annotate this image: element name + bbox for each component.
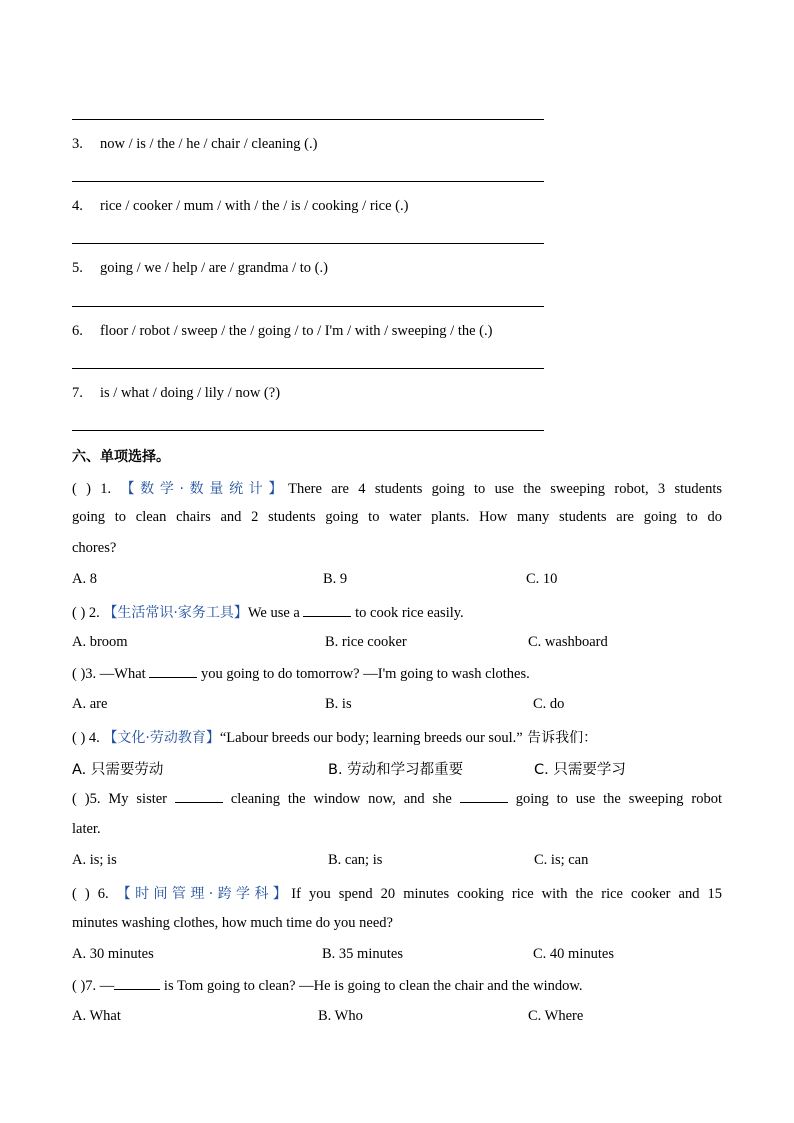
option-c: C. washboard [528,634,608,650]
question-text: going to use the sweeping robot [507,791,722,807]
option-a: A. are [72,696,108,712]
question-prefix: ( ) 1. [72,481,121,497]
item-number: 5. [72,260,83,276]
item-text: now / is / the / he / chair / cleaning (.) [100,136,318,152]
item-number: 3. [72,136,83,152]
question-text: There are 4 students going to use the sweeping robot, 3 students [288,481,722,497]
option-a: A. 只需要劳动 [72,762,164,778]
option-a: A. 30 minutes [72,946,154,962]
item-number: 6. [72,323,83,339]
question-text: We use a [247,605,304,621]
question-text: to cook rice easily. [351,605,464,621]
answer-blank [175,790,223,803]
question-5-line-2: later. [72,821,101,837]
answer-line [72,243,544,244]
question-5-line-1 [72,790,722,808]
section-heading: 六、单项选择。 [72,449,170,465]
subject-tag: 【时间管理·跨学科】 [116,886,292,902]
option-b: B. 35 minutes [322,946,403,962]
question-3 [72,665,722,683]
question-1-line-3: chores? [72,540,117,556]
quote-text: “Labour breeds our body; learning breeds our soul.” [219,730,523,746]
question-prefix: ( ) 2. [72,605,104,621]
item-text: is / what / doing / lily / now (?) [100,385,281,401]
option-c: C. 10 [526,571,558,587]
option-b: B. 劳动和学习都重要 [328,762,464,778]
question-7 [72,977,722,995]
question-prefix: ( ) 4. [72,730,104,746]
option-c: C. is; can [534,852,589,868]
option-c: C. 只需要学习 [534,762,626,778]
item-number: 4. [72,198,83,214]
reorder-item [72,322,492,340]
item-text: floor / robot / sweep / the / going / to / I'm / with / sweeping / the (.) [100,323,493,339]
option-a: A. broom [72,634,128,650]
question-1-line-1 [72,478,722,498]
question-6-line-1 [72,883,722,903]
question-text: cleaning the window now, and she [222,791,460,807]
item-text: going / we / help / are / grandma / to (.) [100,260,328,276]
option-a: A. What [72,1008,121,1024]
question-text: you going to do tomorrow? —I'm going to wash clothes. [197,666,530,682]
answer-line [72,306,544,307]
option-c: C. Where [528,1008,584,1024]
answer-blank [114,977,160,990]
option-a: A. is; is [72,852,117,868]
subject-tag: 【数学·数量统计】 [120,481,289,497]
answer-blank [460,790,508,803]
item-number: 7. [72,385,83,401]
question-prefix: ( )5. My sister [72,791,175,807]
question-6-line-2: minutes washing clothes, how much time do you need? [72,915,393,931]
option-b: B. Who [318,1008,363,1024]
option-b: B. 9 [323,571,348,587]
question-text: If you spend 20 minutes cooking rice with the rice cooker and 15 [291,886,723,902]
question-4 [72,727,722,747]
answer-blank [149,665,197,678]
subject-tag: 【文化·劳动教育】 [103,730,220,746]
option-a: A. 8 [72,571,97,587]
answer-line [72,430,544,431]
reorder-item [72,197,408,215]
question-prefix: ( )3. —What [72,666,150,682]
answer-line [72,181,544,182]
subject-tag: 【生活常识·家务工具】 [103,605,248,621]
option-b: B. rice cooker [325,634,407,650]
reorder-item [72,384,280,402]
question-1-line-2: going to clean chairs and 2 students going to water plants. How many students are going to do [72,509,722,525]
question-text: is Tom going to clean? —He is going to clean the chair and the window. [160,978,583,994]
answer-blank [303,604,351,617]
question-2 [72,602,722,622]
option-c: C. 40 minutes [533,946,614,962]
option-c: C. do [533,696,565,712]
question-prefix: ( ) 6. [72,886,117,902]
answer-line [72,368,544,369]
reorder-item [72,259,328,277]
reorder-item [72,135,317,153]
answer-line [72,119,544,120]
question-text: 告诉我们： [522,730,598,746]
item-text: rice / cooker / mum / with / the / is / cooking / rice (.) [100,198,409,214]
option-b: B. is [325,696,352,712]
question-prefix: ( )7. — [72,978,115,994]
option-b: B. can; is [328,852,383,868]
